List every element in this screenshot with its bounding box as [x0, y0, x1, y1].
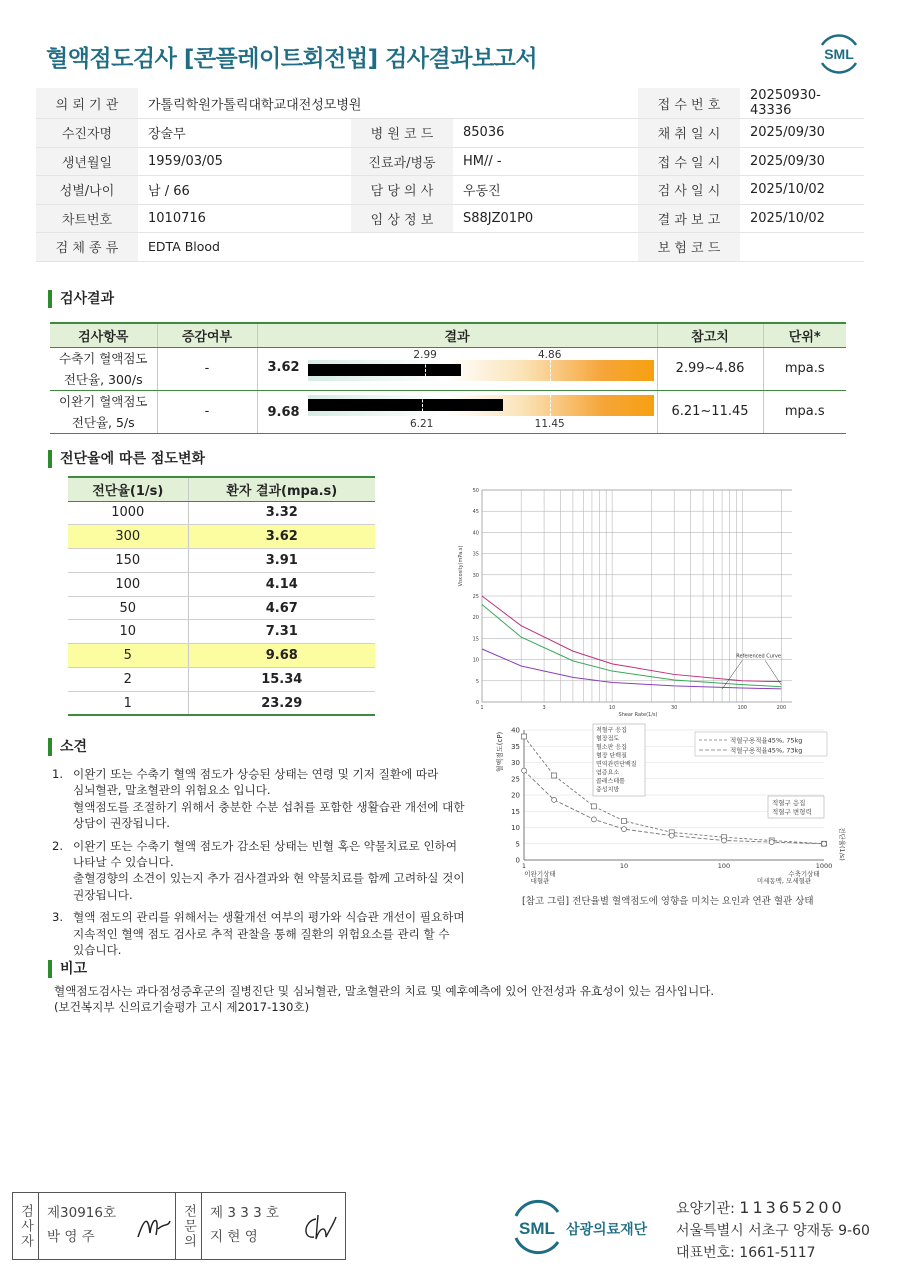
result-row-systolic — [50, 347, 846, 390]
institution-value: 가톨릭학원가톨릭대학교대전성모병원 — [138, 88, 638, 119]
opinion-number: 3. — [52, 910, 64, 925]
chart-y-tick: 45 — [472, 509, 479, 516]
chart-point — [622, 827, 627, 832]
chart-x-tick: 100 — [737, 705, 747, 711]
chart-y-label: 혈액점도(cP) — [496, 731, 504, 773]
chart-point — [822, 841, 827, 846]
result-value: 9.68 — [267, 404, 300, 420]
shear-value: 23.29 — [188, 691, 375, 715]
signature-icon — [134, 1209, 174, 1245]
shear-rate: 300 — [68, 525, 188, 549]
tester-license: 제30916호 — [47, 1205, 117, 1221]
shear-header-rate: 전단율(1/s) — [68, 477, 188, 501]
results-header-change: 증감여부 — [157, 323, 257, 347]
chart-x-tick: 10 — [619, 862, 629, 870]
opinion-line: 있습니다. — [73, 943, 122, 958]
collect-date-label: 채 취 일 시 — [638, 119, 740, 148]
opinion-line: 심뇌혈관, 말초혈관의 위험요소 입니다. — [73, 783, 271, 798]
result-cell — [257, 390, 657, 433]
phone-label: 대표번호: — [676, 1245, 735, 1261]
chart-y-tick: 35 — [511, 742, 520, 751]
chart-y-tick: 25 — [472, 594, 479, 600]
legend-label: 적혈구용적율45%, 75kg — [730, 736, 803, 745]
result-ref: 2.99~4.86 — [657, 347, 763, 390]
chart-y-tick: 0 — [515, 856, 520, 865]
chart-point — [591, 817, 596, 822]
chart-y-tick: 20 — [472, 615, 479, 622]
insurance-value — [740, 233, 864, 262]
signature-stamp — [12, 1192, 346, 1260]
shear-rate: 150 — [68, 549, 188, 573]
rbc-note: 적혈구 응집 — [772, 799, 806, 807]
clinical-value: S88JZ01P0 — [453, 204, 638, 233]
shear-header-value: 환자 결과(mpa.s) — [188, 477, 375, 501]
ref-low-tick — [425, 360, 426, 381]
factor-item: 혈소판 응집 — [596, 744, 627, 751]
results-table — [50, 322, 846, 434]
chart-x-tick: 1 — [480, 705, 484, 711]
hospital-code-value: 85036 — [453, 119, 638, 148]
ref-low-label: 6.21 — [409, 417, 434, 430]
chart-x-tick: 10 — [608, 705, 616, 711]
chart-y-tick: 15 — [511, 807, 520, 816]
chart-point — [552, 797, 557, 802]
chart-y-tick: 20 — [511, 791, 520, 800]
chart-x-tick: 1000 — [815, 862, 833, 870]
opinion-list — [52, 766, 472, 964]
shear-table — [68, 476, 375, 716]
result-change: - — [157, 347, 257, 390]
doctor-value: 우동진 — [453, 176, 638, 205]
figure-caption: [참고 그림] 전단율별 혈액점도에 영향을 미치는 요인과 연관 혈관 상태 — [522, 896, 814, 907]
opinion-line: 지속적인 혈액 점도 검사로 추적 관찰을 통해 질환의 위험요소를 관리 할 수 — [73, 926, 450, 941]
shear-row — [68, 525, 375, 549]
test-date-label: 검 사 일 시 — [638, 176, 740, 205]
result-bar — [308, 360, 654, 381]
test-date-value: 2025/10/02 — [740, 176, 864, 205]
chart-y-tick: 35 — [472, 551, 479, 558]
ref-high-tick — [550, 360, 551, 381]
legend-label: 적혈구용적율45%, 73kg — [730, 746, 803, 755]
reference-chart — [490, 722, 846, 918]
factor-item: 혈장 단백질 — [596, 752, 627, 760]
shear-row — [68, 620, 375, 644]
tester-label: 검사자 — [13, 1193, 39, 1259]
sex-age-label: 성별/나이 — [36, 176, 138, 205]
patient-value: 장술무 — [138, 119, 351, 148]
shear-rate: 100 — [68, 572, 188, 596]
chart-x-note: 수축기상태 — [788, 870, 820, 878]
chart-no-value: 1010716 — [138, 204, 351, 233]
factor-item: 콜레스테롤 — [596, 778, 625, 785]
signature-icon — [296, 1209, 338, 1245]
chart-point — [622, 819, 627, 824]
opinion-number: 1. — [52, 767, 64, 781]
specialist-label: 전문의 — [176, 1193, 202, 1259]
chart-x-tick: 200 — [776, 705, 787, 711]
doctor-label: 담 당 의 사 — [351, 176, 453, 205]
chart-point — [722, 838, 727, 843]
receipt-no-value: 20250930-43336 — [740, 88, 864, 119]
result-cell — [257, 347, 657, 390]
shear-value: 15.34 — [188, 668, 375, 692]
chart-point — [669, 833, 674, 838]
result-value: 3.62 — [267, 359, 300, 375]
ref-high-label: 4.86 — [537, 348, 562, 361]
ref-high-label: 11.45 — [534, 417, 565, 430]
chart-y-tick: 5 — [475, 678, 479, 685]
results-header-unit: 단위* — [763, 323, 846, 347]
result-ref: 6.21~11.45 — [657, 390, 763, 433]
shear-rate: 10 — [68, 620, 188, 644]
result-unit: mpa.s — [763, 390, 846, 433]
chart-y-tick: 25 — [511, 775, 520, 784]
chart-y-tick: 5 — [515, 840, 520, 849]
shear-value: 3.91 — [188, 549, 375, 573]
shear-row — [68, 668, 375, 692]
opinion-line: 이완기 또는 수축기 혈액 점도가 감소된 상태는 빈혈 혹은 약물치료로 인하여 — [73, 838, 458, 853]
shear-rate: 1 — [68, 691, 188, 715]
results-section-title: 검사결과 — [48, 290, 114, 308]
dob-label: 생년월일 — [36, 147, 138, 176]
opinion-line: 혈액 점도의 관리를 위해서는 생활개선 여부의 평가와 식습관 개선이 필요하며 — [73, 910, 465, 925]
chart-annotation: Referenced Curve — [736, 653, 781, 660]
result-item: 이완기 혈액점도 전단율, 5/s — [50, 390, 157, 433]
sml-logo-icon — [816, 31, 862, 77]
hospital-code-label: 병 원 코 드 — [351, 119, 453, 148]
note-line: (보건복지부 신의료기술평가 고시 제2017-130호) — [54, 1000, 310, 1014]
address: 서울특별시 서초구 양재동 9-60 — [676, 1223, 870, 1239]
opinion-item — [52, 766, 472, 832]
chart-y-label: Viscosity(mPa.s) — [458, 545, 464, 587]
ref-low-tick — [422, 395, 423, 416]
viscosity-chart — [452, 484, 792, 724]
opinion-number: 2. — [52, 838, 64, 853]
clinical-label: 임 상 정 보 — [351, 204, 453, 233]
ref-low-label: 2.99 — [413, 348, 437, 361]
chart-point — [522, 734, 527, 739]
chart-x-note: 미세동맥, 모세혈관 — [756, 877, 812, 885]
chart-x-tick: 3 — [542, 705, 546, 711]
dept-value: HM// - — [453, 147, 638, 176]
institution-code: 11365200 — [739, 1198, 845, 1217]
org-name: 삼광의료재단 — [566, 1222, 648, 1238]
factor-item: 염증요소 — [596, 769, 620, 777]
institution-code-label: 요양기관: — [676, 1201, 735, 1217]
factor-item: 중성지방 — [596, 786, 620, 794]
result-item: 수축기 혈액점도 전단율, 300/s — [50, 347, 157, 390]
note-line: 혈액점도검사는 과다점성증후군의 질병진단 및 심뇌혈관, 말초혈관의 치료 및 예후예측에 있어 안전성과 유효성이 있는 검사입니다. — [54, 984, 715, 998]
shear-row — [68, 572, 375, 596]
chart-x-note: 이완기상태 — [524, 870, 556, 878]
shear-value: 3.62 — [188, 525, 375, 549]
opinion-line: 상담이 권장됩니다. — [73, 816, 170, 831]
shear-value: 9.68 — [188, 644, 375, 668]
specimen-value: EDTA Blood — [138, 233, 638, 262]
receipt-date-value: 2025/09/30 — [740, 147, 864, 176]
chart-y-tick: 30 — [511, 759, 520, 767]
shear-row — [68, 644, 375, 668]
report-date-label: 결 과 보 고 — [638, 204, 740, 233]
chart-no-label: 차트번호 — [36, 204, 138, 233]
receipt-date-label: 접 수 일 시 — [638, 147, 740, 176]
opinion-item — [52, 909, 472, 958]
specimen-label: 검 체 종 류 — [36, 233, 138, 262]
footer-info — [676, 1197, 870, 1264]
results-header-item: 검사항목 — [50, 323, 157, 347]
results-header-result: 결과 — [257, 323, 657, 347]
note-text — [54, 983, 754, 1015]
factor-item: 면역관련단백질 — [596, 761, 637, 768]
specialist-cell — [202, 1193, 345, 1259]
result-bar-fill — [308, 364, 462, 376]
patient-label: 수진자명 — [36, 119, 138, 148]
chart-point — [522, 768, 527, 773]
note-section-title: 비고 — [48, 960, 87, 978]
shear-rate: 2 — [68, 668, 188, 692]
result-row-diastolic — [50, 390, 846, 433]
shear-value: 7.31 — [188, 620, 375, 644]
opinion-section-title: 소견 — [48, 738, 87, 756]
sex-age-value: 남 / 66 — [138, 176, 351, 205]
shear-rate: 50 — [68, 596, 188, 620]
chart-x-note: 대혈관 — [530, 877, 550, 885]
shear-value: 4.14 — [188, 572, 375, 596]
report-date-value: 2025/10/02 — [740, 204, 864, 233]
opinion-line: 나타날 수 있습니다. — [73, 855, 174, 870]
opinion-line: 이완기 또는 수축기 혈액 점도가 상승된 상태는 연령 및 기저 질환에 따라 — [73, 767, 439, 781]
receipt-no-label: 접 수 번 호 — [638, 88, 740, 119]
shear-section-title: 전단율에 따른 점도변화 — [48, 450, 205, 468]
shear-row — [68, 549, 375, 573]
chart-x-tick: 100 — [717, 862, 731, 870]
opinion-line: 권장됩니다. — [73, 887, 133, 902]
opinion-line: 출혈경향의 소견이 있는지 추가 검사결과와 현 약물치료를 함께 고려하실 것이 — [73, 871, 465, 886]
chart-point — [591, 804, 596, 809]
insurance-label: 보 험 코 드 — [638, 233, 740, 262]
chart-y-tick: 50 — [472, 488, 479, 494]
shear-rate: 1000 — [68, 501, 188, 525]
chart-point — [769, 840, 774, 845]
chart-y-tick: 40 — [511, 726, 520, 735]
specialist-name: 지 현 영 — [210, 1229, 258, 1245]
page-title: 혈액점도검사 [콘플레이트회전법] 검사결과보고서 — [46, 46, 538, 72]
chart-x-tick: 30 — [671, 705, 678, 711]
chart-y-tick: 10 — [511, 824, 520, 832]
factor-item: 적혈구 응집 — [596, 727, 627, 734]
dob-value: 1959/03/05 — [138, 147, 351, 176]
chart-x-label: Shear Rate(1/s) — [618, 712, 658, 718]
chart-y-tick: 0 — [475, 700, 479, 706]
shear-row — [68, 596, 375, 620]
specialist-license: 제 3 3 3 호 — [210, 1205, 280, 1221]
chart-y-tick: 30 — [472, 572, 479, 579]
chart-y-tick: 10 — [472, 657, 479, 664]
tester-cell — [39, 1193, 176, 1259]
rbc-note: 적혈구 변형력 — [772, 808, 812, 816]
shear-row — [68, 691, 375, 715]
result-bar-fill — [308, 399, 503, 411]
collect-date-value: 2025/09/30 — [740, 119, 864, 148]
shear-rate: 5 — [68, 644, 188, 668]
result-change: - — [157, 390, 257, 433]
tester-name: 박 영 주 — [47, 1229, 95, 1245]
chart-right-note: 전단율(1/s) — [838, 827, 846, 861]
opinion-item — [52, 838, 472, 904]
factor-item: 혈장점도 — [596, 735, 620, 743]
results-header-ref: 참고치 — [657, 323, 763, 347]
shear-value: 4.67 — [188, 596, 375, 620]
institution-label: 의 뢰 기 관 — [36, 88, 138, 119]
sml-foundation-logo-icon — [510, 1198, 660, 1256]
shear-value: 3.32 — [188, 501, 375, 525]
shear-row — [68, 501, 375, 525]
chart-y-tick: 40 — [472, 530, 479, 537]
chart-x-tick: 1 — [521, 862, 527, 870]
sml-logo-text: SML — [519, 1219, 555, 1238]
sml-logo-text: SML — [824, 46, 854, 62]
chart-point — [552, 773, 557, 778]
phone: 1661-5117 — [739, 1245, 816, 1261]
patient-info-table — [36, 88, 864, 262]
opinion-line: 혈액점도를 조절하기 위해서 충분한 수분 섭취를 포함한 생활습관 개선에 대한 — [73, 799, 465, 814]
ref-high-tick — [550, 395, 551, 416]
chart-y-tick: 15 — [472, 636, 479, 643]
dept-label: 진료과/병동 — [351, 147, 453, 176]
result-unit: mpa.s — [763, 347, 846, 390]
result-bar — [308, 395, 654, 416]
